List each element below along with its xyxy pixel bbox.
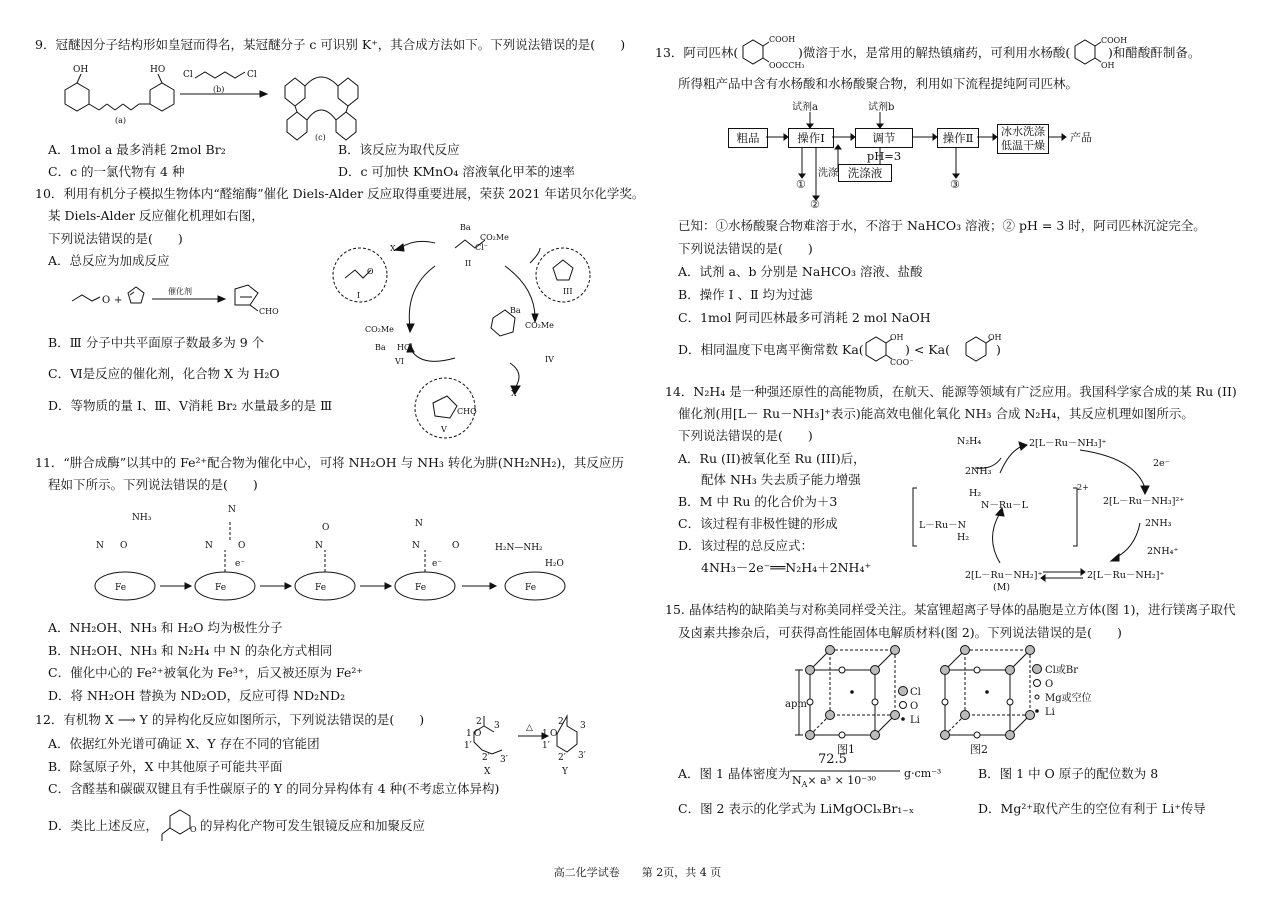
q13-option-a: A．试剂 a、b 分别是 NaHCO₃ 溶液、盐酸 <box>678 264 923 279</box>
q14-dimer-top: N－Ru－L <box>981 500 1028 511</box>
q11-fe-3: Fe <box>315 583 327 593</box>
q12-o-x: O <box>474 729 482 739</box>
q15-leg2-li: Li <box>1045 707 1055 718</box>
q12-label-y: Y <box>562 767 568 777</box>
q13-circle-3: ③ <box>950 178 960 191</box>
q13-question: 下列说法错误的是( ) <box>678 241 813 256</box>
q15-den-n: N <box>792 774 802 787</box>
q10-label-iv: IV <box>545 355 554 364</box>
q11-n-e: N <box>415 519 423 529</box>
q12-num2p-y: 2′ <box>558 753 566 763</box>
q13-option-c: C．1mol 阿司匹林最多可消耗 2 mol NaOH <box>678 310 931 325</box>
q9-option-c: C．c 的一氯代物有 4 种 <box>48 164 185 179</box>
q11-fe-2: Fe <box>215 583 227 593</box>
q9-reaction-scheme <box>55 60 385 140</box>
q12-option-d-part2: 的异构化产物可发生银镜反应和加聚反应 <box>200 818 426 833</box>
q13-stem-line2: 所得粗产品中含有水杨酸和水杨酸聚合物，利用如下流程提纯阿司匹林。 <box>678 76 1079 91</box>
q9-option-b: B．该反应为取代反应 <box>338 142 460 157</box>
q14-stem-line1: 14．N₂H₄ 是一种强还原性的高能物质，在航天、能源等领域有广泛应用。我国科学家合成的某 Ru (II) <box>665 384 1237 399</box>
q15-stem-line1: 15. 晶体结构的缺陷美与对称美同样受关注。某富锂超离子导体的晶胞是立方体(图 1)，进行镁离子取代 <box>665 602 1236 617</box>
q14-mechanism-cycle <box>905 428 1205 593</box>
q15-den-a: A <box>801 780 808 790</box>
q15-leg1-o: O <box>910 701 919 712</box>
q11-fe-5: Fe <box>525 583 537 593</box>
q10-x-top-label: X <box>390 244 396 253</box>
q13-flow-crude: 粗品 <box>728 128 768 148</box>
svg-text:+: + <box>114 295 123 306</box>
q10-catalytic-cycle <box>325 218 610 443</box>
q10-co2me-vi: CO₂Me <box>365 325 394 334</box>
q13-stem-part1: 13．阿司匹林( <box>655 45 739 60</box>
q11-h2o: H₂O <box>545 559 564 569</box>
q10-o-label: O <box>367 267 374 276</box>
q11-option-a: A．NH₂OH、NH₃ 和 H₂O 均为极性分子 <box>48 620 283 635</box>
q14-dimer-h2-bottom: H₂ <box>957 532 970 543</box>
q12-o-y: O <box>550 729 558 739</box>
q12-delta: △ <box>526 723 533 733</box>
q10-label-ii: II <box>465 259 472 268</box>
q10-ba-iv: Ba <box>510 306 521 315</box>
q15-leg2-o: O <box>1045 679 1054 690</box>
q10-stem-line1: 10．利用有机分子模拟生物体内“醛缩酶”催化 Diels-Alder 反应取得重要进展，荣获 2021 年诺贝尔化学奖。 <box>35 186 645 201</box>
q15-den-rest: × a³ × 10⁻³⁰ <box>807 774 876 787</box>
q12-num2-y: 2 <box>558 717 564 727</box>
q12-num3-y: 3 <box>580 721 586 731</box>
q9-ho-label: HO <box>150 65 166 75</box>
q13-reagent-b: 试剂b <box>868 102 895 113</box>
q11-option-b: B．NH₂OH、NH₃ 和 N₂H₄ 中 N 的杂化方式相同 <box>48 643 333 658</box>
q12-num1p-y: 1′ <box>542 741 550 751</box>
q13-known: 已知：①水杨酸聚合物难溶于水，不溶于 NaHCO₃ 溶液；② pH = 3 时，阿司匹林沉淀完全。 <box>678 218 1206 233</box>
q14-dimer-h2-top: H₂ <box>969 488 982 499</box>
q10-cho-label: CHO <box>259 307 279 316</box>
q14-n2h4: N₂H₄ <box>957 436 982 447</box>
q9-label-b: (b) <box>213 85 225 94</box>
q11-o-a: O <box>120 541 128 551</box>
q11-mechanism <box>90 500 610 610</box>
q13-flow-dry: 低温干燥 <box>1001 139 1045 152</box>
q11-hydrazine: H₂N—NH₂ <box>495 543 543 553</box>
q15-leg2-clbr: Cl或Br <box>1045 665 1078 676</box>
q14-2nh3-b: 2NH₃ <box>1145 518 1172 529</box>
q12-label-x: X <box>484 767 491 777</box>
q9-oh-label: OH <box>73 65 89 75</box>
q15-option-a-part1: A．图 1 晶体密度为 <box>678 766 791 781</box>
q11-o-d: O <box>452 541 460 551</box>
q14-option-b: B．M 中 Ru 的化合价为＋3 <box>678 494 838 509</box>
page-footer: 高二化学试卷 第 2页，共 4 页 <box>553 866 722 879</box>
q10-label-iii: III <box>563 287 573 296</box>
q10-stem-line2: 某 Diels-Alder 反应催化机理如右图， <box>48 208 264 223</box>
q12-num2-x: 2 <box>476 717 482 727</box>
q13-flow-adjust: 调节pH=3 <box>855 128 913 148</box>
svg-text:O: O <box>102 295 111 306</box>
q14-option-a-line2: 配体 NH₃ 失去质子能力增强 <box>701 472 861 487</box>
q14-equation: 4NH₃－2e⁻══N₂H₄＋2NH₄⁺ <box>701 560 872 575</box>
q12-num3-x: 3 <box>494 721 500 731</box>
q13-flow-wash: 冰水洗涤 <box>1001 125 1045 138</box>
q11-fe-1: Fe <box>115 583 127 593</box>
q15-leg1-cl: Cl <box>910 687 921 698</box>
q13-option-d-part2: ) < Ka( <box>905 342 950 357</box>
q10-label-i: I <box>357 291 361 300</box>
q13-aspirin-oac: OOCCH₃ <box>769 61 805 70</box>
q10-option-c: C．Ⅵ是反应的催化剂，化合物 X 为 H₂O <box>48 366 280 381</box>
q12-d-structure <box>160 806 200 842</box>
q11-fe-4: Fe <box>415 583 427 593</box>
q14-question: 下列说法错误的是( ) <box>678 428 813 443</box>
q10-co2me-iv: CO₂Me <box>525 321 554 330</box>
q12-option-a: A．依据红外光谱可确证 X、Y 存在不同的官能团 <box>48 736 320 751</box>
q15-fig2: 图2 <box>970 743 988 756</box>
q14-br-species: 2[L－Ru－NH₂]⁺ <box>1087 570 1165 581</box>
q14-2nh4: 2NH₄⁺ <box>1147 546 1179 557</box>
q15-fraction-num: 72.5 <box>818 752 847 767</box>
q15-fraction-den <box>792 773 876 793</box>
q14-option-a-line1: A．Ru (II)被氧化至 Ru (III)后， <box>678 451 866 466</box>
q15-leg1-li: Li <box>910 715 920 726</box>
q15-option-b: B．图 1 中 O 原子的配位数为 8 <box>978 766 1159 781</box>
q10-label-v: V <box>441 425 447 434</box>
q15-crystal-figures <box>785 645 1115 755</box>
q11-e-1: e⁻ <box>235 559 246 569</box>
q14-top-species: 2[L－Ru－NH₃]⁺ <box>1029 438 1107 449</box>
q9-option-d: D．c 可加快 KMnO₄ 溶液氧化甲苯的速率 <box>338 164 575 179</box>
q13-d-coo: COO⁻ <box>890 358 914 367</box>
q11-option-d: D．将 NH₂OH 替换为 ND₂OD，反应可得 ND₂ND₂ <box>48 688 346 703</box>
q11-e-2: e⁻ <box>432 559 443 569</box>
q11-o-c: O <box>322 523 330 533</box>
q10-catalyst-label: 催化剂 <box>168 287 192 296</box>
q14-m-label: (M) <box>993 582 1011 593</box>
q14-right-species: 2[L－Ru－NH₃]²⁺ <box>1103 496 1185 507</box>
q11-o-b: O <box>238 541 246 551</box>
q11-n-b: N <box>228 505 236 515</box>
q12-num3p-x: 3′ <box>500 755 508 765</box>
q14-2nh3-a: 2NH₃ <box>965 466 992 477</box>
q14-dimer-bottom: L－Ru－N <box>919 520 966 531</box>
q12-num1-y: 1 <box>542 729 548 739</box>
q12-stem: 12．有机物 X ⟶ Y 的异构化反应如图所示，下列说法错误的是( ) <box>35 712 425 727</box>
q14-option-c: C．该过程有非极性键的形成 <box>678 516 838 531</box>
q9-cl2-label: Cl <box>247 70 257 80</box>
q11-stem-line2: 程如下所示。下列说法错误的是( ) <box>48 477 258 492</box>
q9-stem: 9．冠醚因分子结构形如皇冠而得名，某冠醚分子 c 可识别 K⁺，其合成方法如下。下列说法错误的是( ) <box>35 37 626 52</box>
q15-leg2-mg: Mg或空位 <box>1045 693 1092 704</box>
q13-salicylic-oh: OH <box>1101 61 1115 70</box>
q9-label-c: (c) <box>315 133 326 142</box>
q14-2e: 2e⁻ <box>1153 458 1170 469</box>
q15-stem-line2: 及卤素共掺杂后，可获得高性能固体电解质材料(图 2)。下列说法错误的是( ) <box>678 625 1122 640</box>
q13-salicylic-cooh: COOH <box>1101 36 1128 45</box>
q10-overall-reaction <box>70 283 279 323</box>
q13-stem-part3: )和醋酸酐制备。 <box>1108 45 1201 60</box>
q10-ba-ii: Ba <box>460 223 471 232</box>
q13-flow-op2: 操作Ⅱ <box>937 128 979 148</box>
q13-aspirin-cooh: COOH <box>769 35 796 44</box>
q9-cl1-label: Cl <box>183 70 193 80</box>
svg-text:O: O <box>190 825 197 834</box>
q13-stem-part2: )微溶于水，是常用的解热镇痛药，可利用水杨酸( <box>798 45 1071 60</box>
q13-d-oh2: OH <box>988 333 1002 342</box>
q13-option-b: B．操作 Ⅰ 、Ⅱ 均为过滤 <box>678 287 813 302</box>
q10-hcl-vi: HCl <box>397 343 413 352</box>
q10-cl-ii: Cl⁻ <box>475 243 488 252</box>
q13-flow-washliquid: 洗涤液 <box>838 164 892 182</box>
q14-option-d: D．该过程的总反应式： <box>678 538 814 553</box>
q13-d-oh1: OH <box>890 333 904 342</box>
q13-aspirin-structure <box>733 32 805 78</box>
q14-stem-line2: 催化剂(用[L－ Ru－NH₃]⁺表示)能高效电催化氧化 NH₃ 合成 N₂H₄，其反应机理如图所示。 <box>678 406 1194 421</box>
q12-num2p-x: 2′ <box>482 753 490 763</box>
q10-label-vi: VI <box>395 357 404 366</box>
q10-option-b: B．Ⅲ 分子中共平面原子数最多为 9 个 <box>48 335 265 350</box>
q14-dimer-charge: 2+ <box>1077 483 1089 492</box>
q11-n-d: N <box>315 541 323 551</box>
q12-option-b: B．除氢原子外，X 中其他原子可能共平面 <box>48 759 283 774</box>
q13-reagent-a: 试剂a <box>792 102 818 113</box>
q10-x-bottom-label: X <box>511 389 517 398</box>
q13-circle-2: ② <box>810 198 820 211</box>
q10-stem-line3: 下列说法错误的是( ) <box>48 231 183 246</box>
q13-option-d-part3: ) <box>996 342 1001 357</box>
q14-bl-species: 2[L－Ru－NH₂]⁺ <box>965 570 1043 581</box>
q11-stem-line1: 11．“肼合成酶”以其中的 Fe²⁺配合物为催化中心，可将 NH₂OH 与 NH₃ 转化为肼(NH₂NH₂)，其反应历 <box>35 455 624 470</box>
q15-unit: g·cm⁻³ <box>904 767 942 780</box>
q12-option-c: C．含醛基和碳碳双键且有手性碳原子的 Y 的同分异构体有 4 种(不考虑立体异构) <box>48 781 500 796</box>
q10-option-d: D．等物质的量 Ⅰ、Ⅲ、Ⅴ消耗 Br₂ 水量最多的是 Ⅲ <box>48 398 333 413</box>
q12-num1-x: 1 <box>466 729 472 739</box>
q12-num3p-y: 3′ <box>578 751 586 761</box>
q13-flow-op1: 操作Ⅰ <box>788 128 834 148</box>
q12-option-d-part1: D．类比上述反应， <box>48 818 159 833</box>
q15-option-d: D．Mg²⁺取代产生的空位有利于 Li⁺传导 <box>978 801 1206 816</box>
q15-fig1: 图1 <box>837 743 855 756</box>
q13-flow-product: 产品 <box>1070 131 1092 144</box>
q13-d-carboxylate <box>860 331 914 367</box>
q13-flow-arrows <box>720 100 1100 215</box>
q13-flow-washing: 洗涤 <box>818 168 838 179</box>
q11-nh3: NH₃ <box>132 513 152 523</box>
q12-num1p-x: 1′ <box>464 741 472 751</box>
q11-n-a: N <box>96 541 104 551</box>
q12-isomerization <box>462 704 612 776</box>
q10-cho-v: CHO <box>457 407 477 416</box>
q13-option-d-part1: D．相同温度下电离平衡常数 Ka( <box>678 342 864 357</box>
q10-ba-vi: Ba <box>375 343 386 352</box>
q11-option-c: C．催化中心的 Fe²⁺被氧化为 Fe³⁺，后又被还原为 Fe²⁺ <box>48 665 363 680</box>
q13-circle-1: ① <box>796 178 806 191</box>
q10-co2me-ii: CO₂Me <box>480 233 509 242</box>
q11-n-f: N <box>412 541 420 551</box>
q15-apm: apm <box>785 699 807 710</box>
q9-label-a: (a) <box>115 116 127 125</box>
q11-n-c: N <box>205 541 213 551</box>
q10-option-a: A．总反应为加成反应 <box>48 253 170 268</box>
q15-option-c: C．图 2 表示的化学式为 LiMgOClₓBr₁₋ₓ <box>678 801 915 816</box>
q9-option-a: A．1mol a 最多消耗 2mol Br₂ <box>48 142 226 157</box>
